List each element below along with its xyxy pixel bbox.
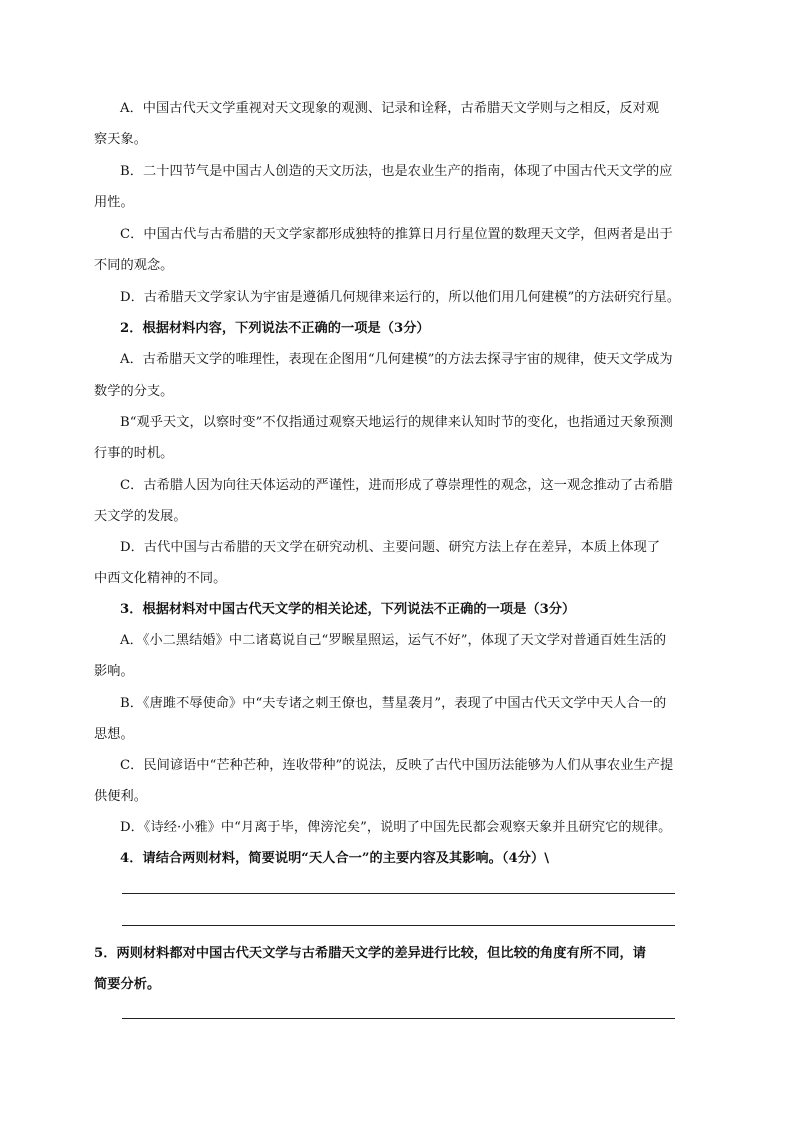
q4-answer-line-1[interactable] <box>122 893 675 894</box>
q3-option-a-line2: 影响。 <box>94 664 134 679</box>
q3-option-a-line1: A．《小二黑结婚》中二诸葛说自己“罗睺星照运，运气不好”，体现了天文学对普通百姓生活的 <box>120 633 667 648</box>
q1-option-c-line1: C．中国古代与古希腊的天文学家都形成独特的推算日月行星位置的数理天文学，但两者是出于 <box>120 227 673 242</box>
q2-option-b-line1: B“观乎天文，以察时变”不仅指通过观察天地运行的规律来认知时节的变化，也指通过天象预测 <box>120 415 673 430</box>
q2-option-c-line2: 天文学的发展。 <box>94 509 187 524</box>
q2-option-a-line1: A．古希腊天文学的唯理性，表现在企图用“几何建模”的方法去探寻宇宙的规律，使天文学成为 <box>120 352 673 367</box>
q2-option-d-line2: 中西文化精神的不同。 <box>94 571 227 586</box>
q2-option-d-line1: D．古代中国与古希腊的天文学在研究动机、主要问题、研究方法上存在差异，本质上体现了 <box>120 540 661 555</box>
q2-option-c-line1: C．古希腊人因为向往天体运动的严谨性，进而形成了尊崇理性的观念，这一观念推动了古希腊 <box>120 478 673 493</box>
q1-option-a-line2: 察天象。 <box>94 132 147 147</box>
q3-option-c-line2: 供便利。 <box>94 789 147 804</box>
q3-stem: 3．根据材料对中国古代天文学的相关论述，下列说法不正确的一项是（3分） <box>120 602 576 617</box>
q2-option-a-line2: 数学的分支。 <box>94 384 174 399</box>
q3-option-c-line1: C．民间谚语中“芒种芒种，连收带种”的说法，反映了古代中国历法能够为人们从事农业生产提 <box>120 758 674 773</box>
q4-answer-line-2[interactable] <box>122 925 675 926</box>
q2-stem: 2．根据材料内容，下列说法不正确的一项是（3分） <box>120 321 430 336</box>
q1-option-b-line2: 用性。 <box>94 195 134 210</box>
q5-stem-line1: 5．两则材料都对中国古代天文学与古希腊天文学的差异进行比较，但比较的角度有所不同，请 <box>94 946 646 961</box>
q3-option-b-line2: 思想。 <box>94 727 134 742</box>
q3-option-d-line1: D．《诗经·小雅》中“月离于毕，俾滂沱矣”，说明了中国先民都会观察天象并且研究它的规律。 <box>120 820 672 835</box>
q1-option-d-line1: D．古希腊天文学家认为宇宙是遵循几何规律来运行的，所以他们用几何建模”的方法研究行星。 <box>120 290 681 305</box>
q2-option-b-line2: 行事的时机。 <box>94 446 174 461</box>
q1-option-b-line1: B．二十四节气是中国古人创造的天文历法，也是农业生产的指南，体现了中国古代天文学的应 <box>120 164 673 179</box>
q1-option-c-line2: 不同的观念。 <box>94 258 174 273</box>
q3-option-b-line1: B．《唐雎不辱使命》中“夫专诸之刺王僚也，彗星袭月”，表现了中国古代天文学中天人合一的 <box>120 696 667 711</box>
q4-stem: 4．请结合两则材料，简要说明“天人合一”的主要内容及其影响。（4分）\ <box>120 851 550 866</box>
q5-stem-line2: 简要分析。 <box>94 977 161 992</box>
q5-answer-line-1[interactable] <box>122 1018 675 1019</box>
q1-option-a-line1: A．中国古代天文学重视对天文现象的观测、记录和诠释，古希腊天文学则与之相反，反对观 <box>120 101 660 116</box>
